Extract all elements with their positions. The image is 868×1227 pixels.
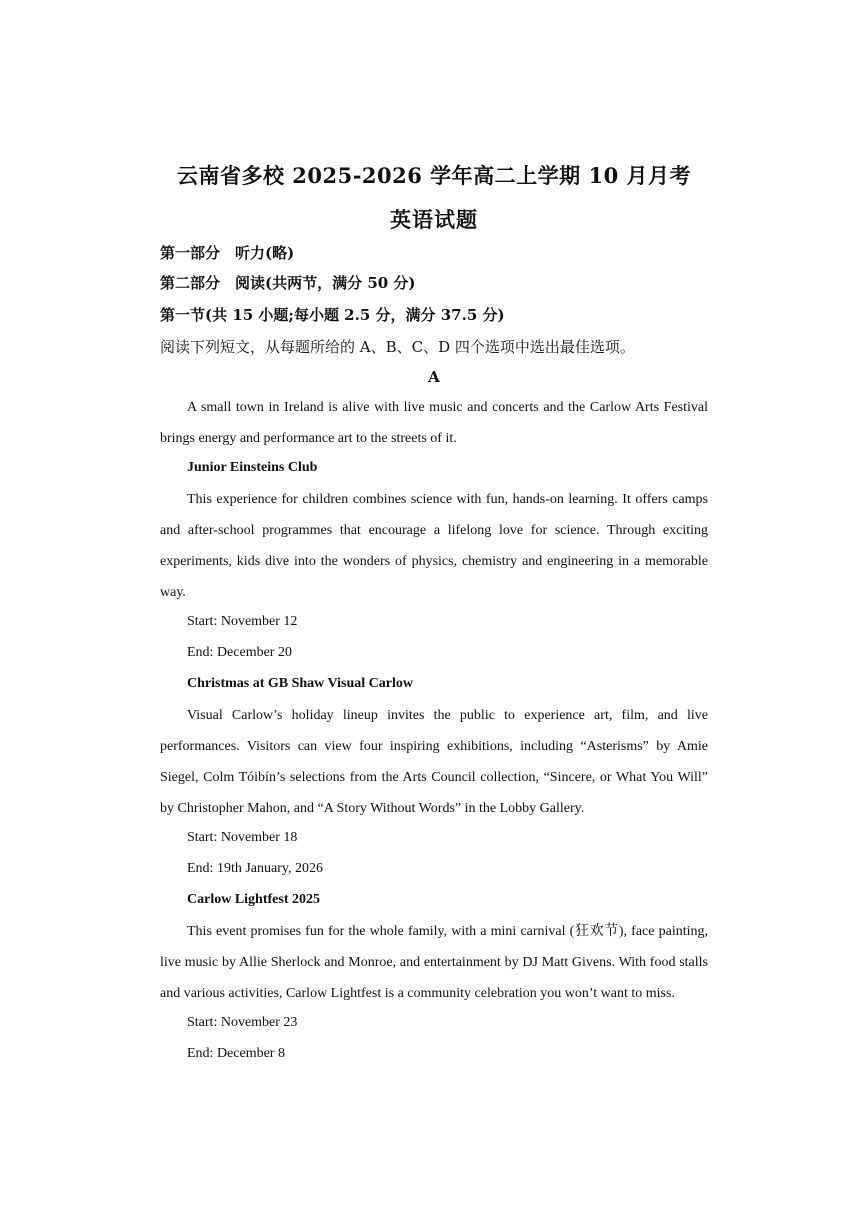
exam-title: 云南省多校 2025-2026 学年高二上学期 10 月月考 [176, 163, 692, 188]
event-body: This event promises fun for the whole family, with a mini carnival (狂欢节), face painting, live music by Allie Sherlock and Monroe, and entertainment by DJ Matt Givens. With food stalls and various activities, Carlow Lightfest is a community celebration you won’t want to miss. [160, 924, 708, 1001]
passage-intro: A small town in Ireland is alive with live music and concerts and the Carlow Arts Festival brings energy and performance art to the streets of it. [160, 400, 708, 446]
event-heading: Carlow Lightfest 2025 [187, 892, 320, 907]
event-end: End: December 20 [187, 645, 292, 660]
event-start: Start: November 18 [187, 830, 298, 845]
event-heading: Christmas at GB Shaw Visual Carlow [187, 676, 413, 691]
section1-heading: 第一节(共 15 小题;每小题 2.5 分，满分 37.5 分) [160, 306, 505, 324]
event-start: Start: November 23 [187, 1015, 298, 1030]
event-start: Start: November 12 [187, 614, 298, 629]
exam-subtitle: 英语试题 [390, 207, 478, 232]
event-body: This experience for children combines science with fun, hands-on learning. It offers camps and after-school programmes that encourage a lifelong love for science. Through exciting experiments, kids dive into the wonders of physics, chemistry and engineering in a memorable way. [160, 492, 708, 600]
passage-label: A [428, 368, 440, 386]
part1-heading: 第一部分 听力(略) [160, 244, 295, 262]
event-heading: Junior Einsteins Club [187, 460, 318, 475]
instruction-text: 阅读下列短文，从每题所给的 A、B、C、D 四个选项中选出最佳选项。 [160, 338, 635, 356]
event-end: End: December 8 [187, 1046, 285, 1061]
event-end: End: 19th January, 2026 [187, 861, 323, 876]
event-body: Visual Carlow’s holiday lineup invites the public to experience art, film, and live performances. Visitors can view four inspiring exhibitions, including “Asterisms” by Amie Siegel, Colm Tóibín’s selections from the Arts Council collection, “Sincere, or What You Will” by Christopher Mahon, and “A Story Without Words” in the Lobby Gallery. [160, 708, 708, 816]
part2-heading: 第二部分 阅读(共两节，满分 50 分) [160, 274, 416, 292]
